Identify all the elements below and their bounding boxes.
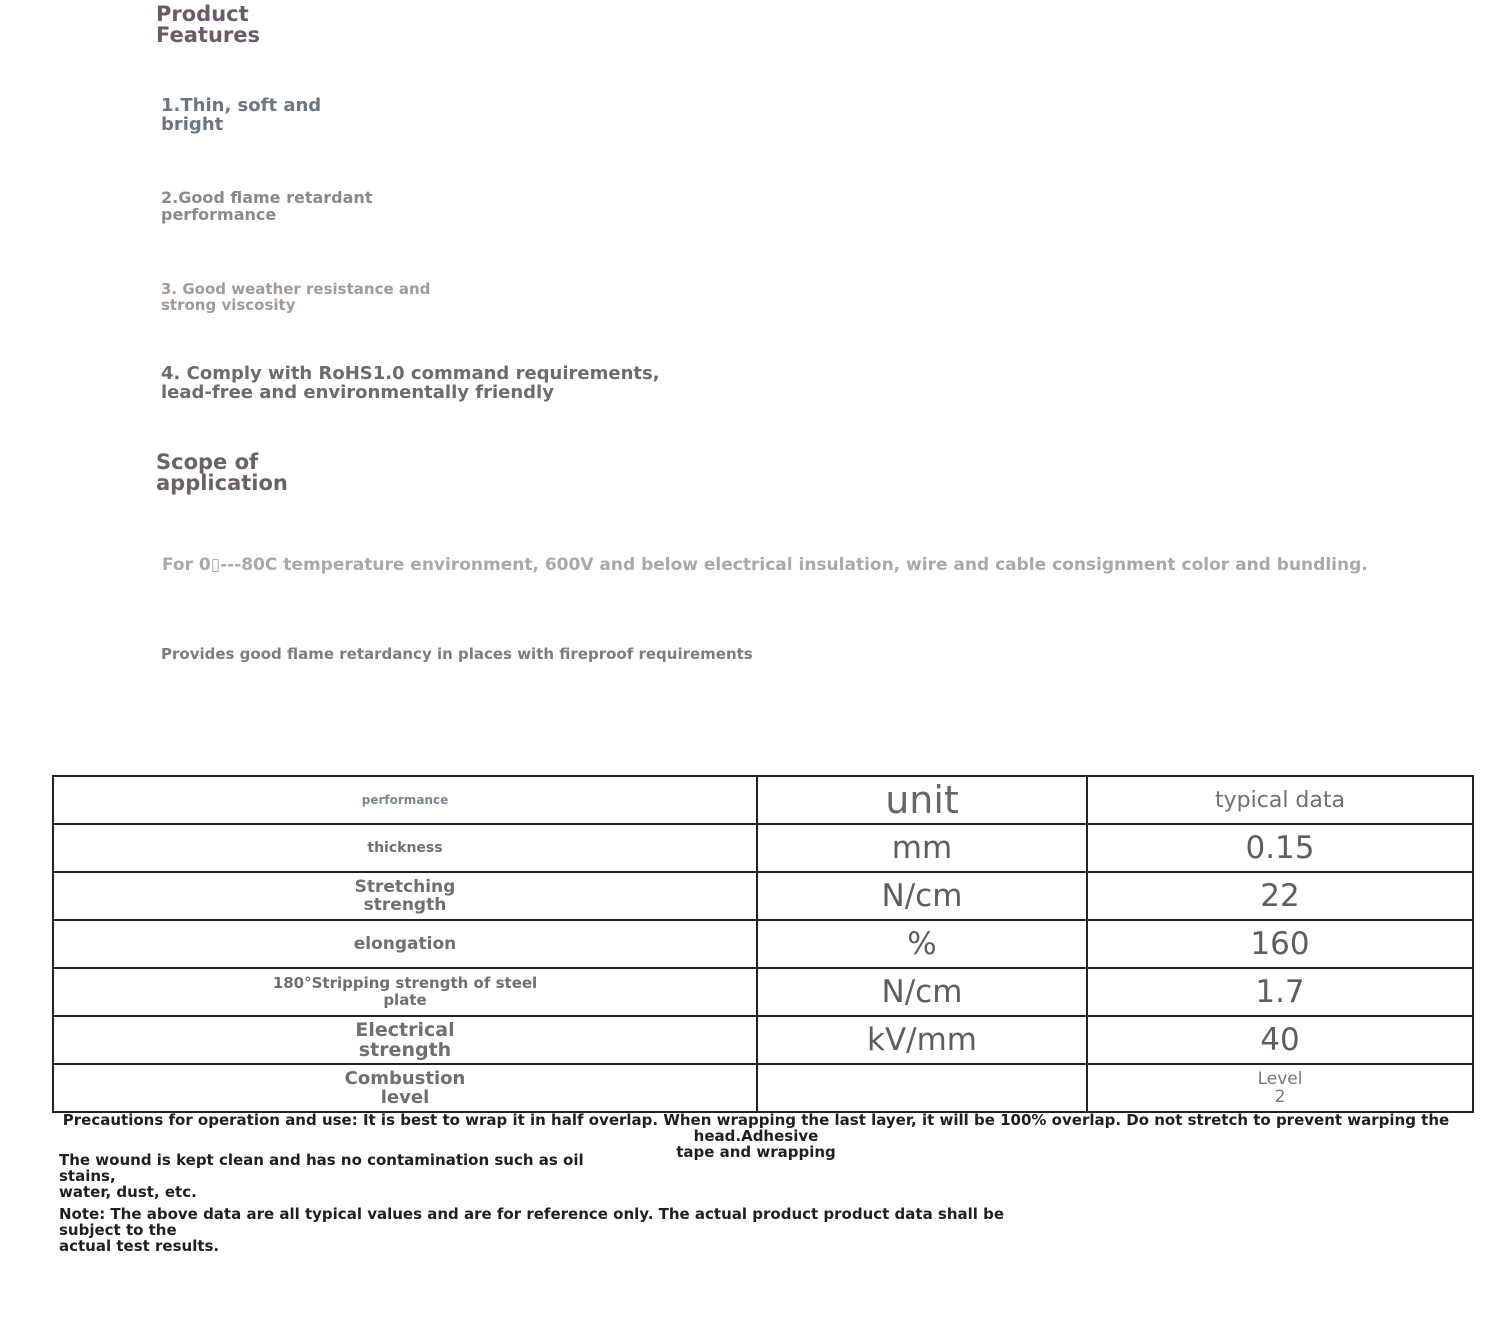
table-row	[53, 872, 1473, 920]
cell-value: 160	[1087, 920, 1473, 968]
header-unit: unit	[757, 776, 1087, 824]
cell-value: 22	[1087, 872, 1473, 920]
cell-performance: thickness	[53, 824, 757, 872]
header-typical-data: typical data	[1087, 776, 1473, 824]
cell-performance: Stretching strength	[53, 872, 757, 920]
cell-unit: kV/mm	[757, 1016, 1087, 1064]
feature-item-3: 3. Good weather resistance and strong viscosity	[161, 280, 431, 314]
table-row	[53, 1064, 1473, 1112]
feature-item-1: 1.Thin, soft and bright	[161, 95, 322, 135]
cell-unit: N/cm	[757, 968, 1087, 1016]
cell-value: 40	[1087, 1016, 1473, 1064]
feature-item-2: 2.Good flame retardant performance	[161, 188, 373, 224]
wound-clean-note: The wound is kept clean and has no contamination such as oil stains, water, dust, etc.	[59, 1151, 584, 1201]
cell-unit: mm	[757, 824, 1087, 872]
cell-unit	[757, 1064, 1087, 1112]
scope-text-flame-retardancy: Provides good flame retardancy in places with fireproof requirements	[161, 645, 753, 663]
header-performance: performance	[53, 776, 757, 824]
table-row	[53, 1016, 1473, 1064]
feature-item-4: 4. Comply with RoHS1.0 command requirements, lead-free and environmentally friendly	[161, 363, 660, 403]
cell-value: 0.15	[1087, 824, 1473, 872]
cell-value: 1.7	[1087, 968, 1473, 1016]
table-header-row	[53, 776, 1473, 824]
table-row	[53, 824, 1473, 872]
cell-performance: elongation	[53, 920, 757, 968]
product-features-title: Product Features	[156, 2, 260, 47]
cell-value: Level 2	[1087, 1064, 1473, 1112]
scope-text-temperature: For 0▯---80C temperature environment, 600V and below electrical insulation, wire and cable consignment color and bundling.	[162, 555, 1368, 575]
spec-table	[52, 775, 1474, 1113]
cell-unit: N/cm	[757, 872, 1087, 920]
scope-of-application-title: Scope of application	[156, 450, 288, 495]
table-row	[53, 968, 1473, 1016]
cell-performance: Combustion level	[53, 1064, 757, 1112]
cell-performance: Electrical strength	[53, 1016, 757, 1064]
precautions-note: Precautions for operation and use: It is best to wrap it in half overlap. When wrapping the last layer, it will be 100% overlap. Do not stretch to prevent warping the head.Adhesive tape and wrapping	[62, 1111, 1450, 1161]
reference-note: Note: The above data are all typical values and are for reference only. The actual product product data shall be subject to the actual test results.	[59, 1205, 1005, 1255]
cell-unit: %	[757, 920, 1087, 968]
cell-performance: 180°Stripping strength of steel plate	[53, 968, 757, 1016]
table-row	[53, 920, 1473, 968]
